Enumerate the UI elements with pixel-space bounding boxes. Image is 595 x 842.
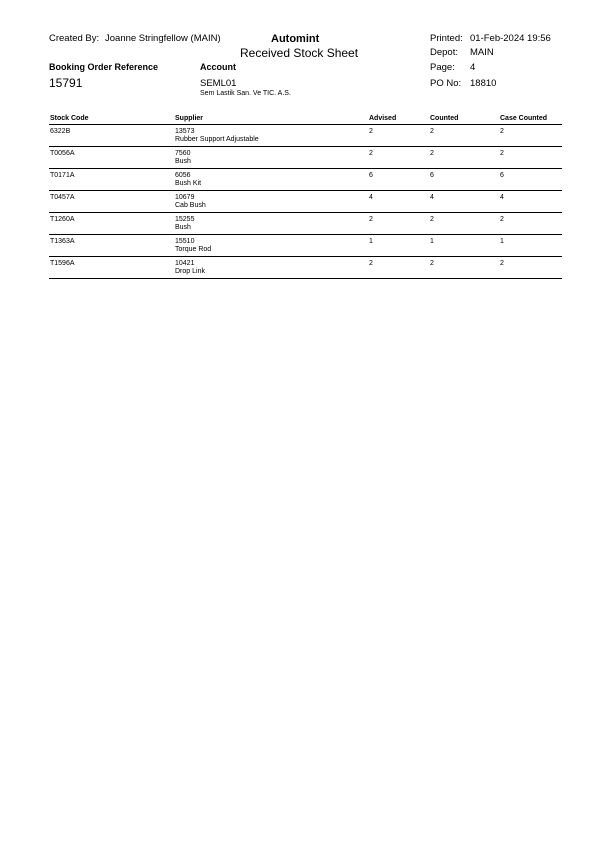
po-number: 18810: [470, 78, 497, 89]
column-header-stock-code: Stock Code: [50, 115, 89, 122]
column-header-advised: Advised: [369, 115, 397, 122]
counted-qty: 4: [430, 194, 434, 201]
supplier-code: 15255: [175, 216, 195, 223]
table-row: [49, 125, 562, 147]
case-counted-qty: 2: [500, 260, 504, 267]
item-description: Torque Rod: [175, 246, 212, 253]
created-by-label: Created By:: [49, 33, 100, 44]
counted-qty: 2: [430, 128, 434, 135]
advised-qty: 1: [369, 238, 373, 245]
page-number: 4: [470, 62, 476, 73]
table-row: [49, 235, 562, 257]
supplier-code: 13573: [175, 128, 195, 135]
advised-qty: 6: [369, 172, 373, 179]
stock-code: T1596A: [50, 260, 75, 267]
supplier-code: 15510: [175, 238, 195, 245]
case-counted-qty: 2: [500, 128, 504, 135]
supplier-code: 7560: [175, 150, 191, 157]
item-description: Cab Bush: [175, 202, 206, 209]
po-label: PO No:: [430, 78, 462, 89]
printed-label: Printed:: [430, 33, 463, 44]
page-label: Page:: [430, 62, 455, 73]
column-header-supplier: Supplier: [175, 115, 204, 122]
company-name: Automint: [271, 33, 320, 45]
item-description: Drop Link: [175, 268, 205, 275]
item-description: Bush Kit: [175, 180, 202, 187]
case-counted-qty: 6: [500, 172, 504, 179]
counted-qty: 6: [430, 172, 434, 179]
case-counted-qty: 2: [500, 150, 504, 157]
case-counted-qty: 1: [500, 238, 504, 245]
advised-qty: 2: [369, 260, 373, 267]
case-counted-qty: 2: [500, 216, 504, 223]
depot-label: Depot:: [430, 47, 458, 58]
table-header: [49, 114, 562, 125]
supplier-code: 10679: [175, 194, 195, 201]
stock-code: T1260A: [50, 216, 75, 223]
account-label: Account: [200, 62, 236, 72]
table-row: [49, 191, 562, 213]
item-description: Bush: [175, 158, 191, 165]
counted-qty: 2: [430, 216, 434, 223]
column-header-case-counted: Case Counted: [500, 115, 548, 122]
counted-qty: 2: [430, 150, 434, 157]
table-row: [49, 257, 562, 279]
item-description: Rubber Support Adjustable: [175, 136, 259, 143]
column-header-counted: Counted: [430, 115, 459, 122]
advised-qty: 2: [369, 128, 373, 135]
page-title: Received Stock Sheet: [240, 46, 359, 60]
stock-code: T0171A: [50, 172, 75, 179]
booking-ref-label: Booking Order Reference: [49, 62, 159, 72]
supplier-code: 10421: [175, 260, 195, 267]
stock-code: T0056A: [50, 150, 75, 157]
advised-qty: 2: [369, 216, 373, 223]
depot-value: MAIN: [470, 47, 494, 58]
account-name: Sem Lastik San. Ve TIC. A.S.: [200, 90, 291, 97]
counted-qty: 1: [430, 238, 434, 245]
table-row: [49, 169, 562, 191]
table-row: [49, 213, 562, 235]
item-description: Bush: [175, 224, 191, 231]
stock-code: 6322B: [50, 128, 71, 135]
account-code: SEML01: [200, 78, 237, 89]
supplier-code: 6056: [175, 172, 191, 179]
case-counted-qty: 4: [500, 194, 504, 201]
table-row: [49, 147, 562, 169]
created-by-value: Joanne Stringfellow (MAIN): [105, 33, 221, 44]
stock-code: T1363A: [50, 238, 75, 245]
advised-qty: 2: [369, 150, 373, 157]
advised-qty: 4: [369, 194, 373, 201]
counted-qty: 2: [430, 260, 434, 267]
booking-ref-value: 15791: [49, 76, 83, 90]
stock-code: T0457A: [50, 194, 75, 201]
printed-value: 01-Feb-2024 19:56: [470, 33, 551, 44]
